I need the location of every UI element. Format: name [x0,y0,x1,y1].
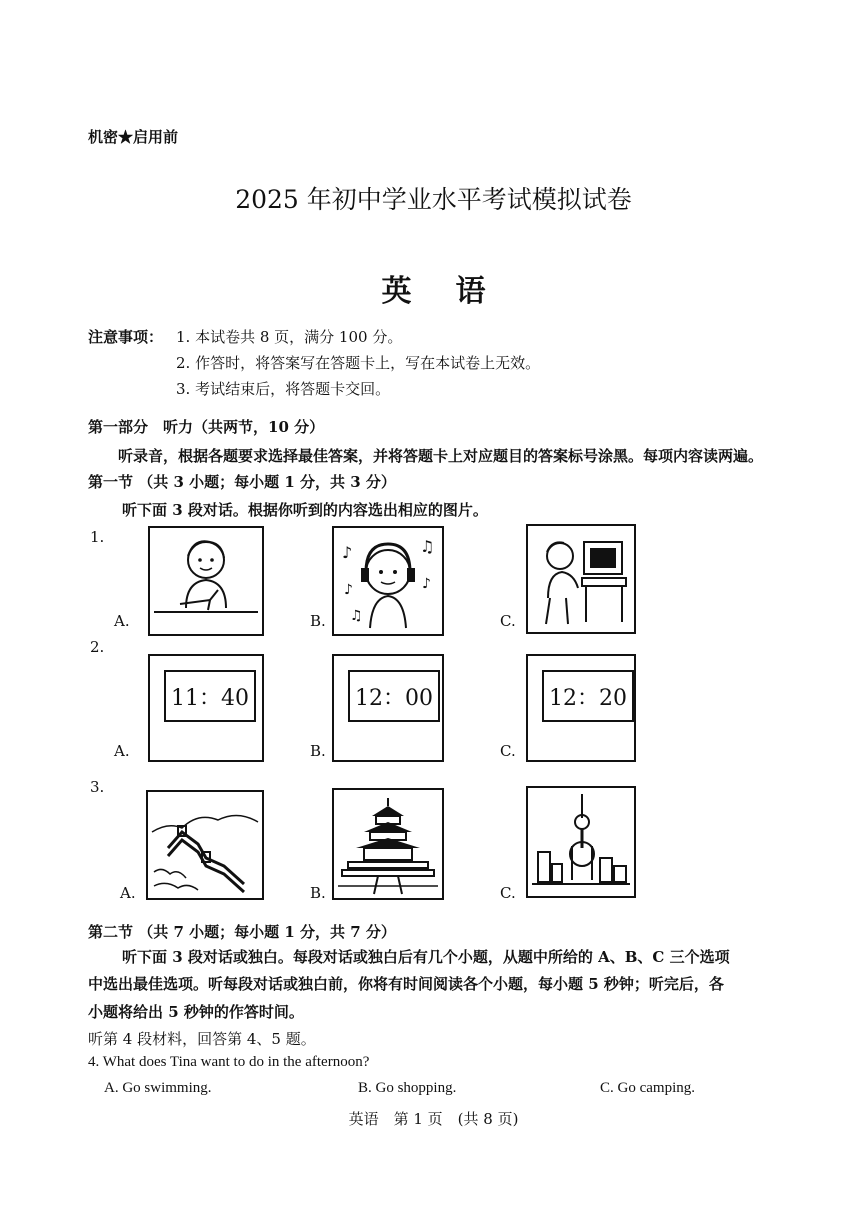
svg-text:♪: ♪ [344,582,353,598]
oriental-pearl-tower-icon [528,788,634,896]
option-letter-q3-b: B. [310,884,326,902]
section1-title: 第一节 （共 3 小题；每小题 1 分，共 3 分） [88,473,396,491]
q3-option-c-image[interactable] [526,786,636,898]
section2-instruction-line-1: 听下面 3 段对话或独白。每段对话或独白后有几个小题，从题中所给的 A、B、C 三个选项 [122,948,730,966]
svg-text:♪: ♪ [342,543,353,562]
option-letter-q3-c: C. [500,884,516,902]
material-note: 听第 4 段材料，回答第 4、5 题。 [88,1030,316,1048]
q1-option-a-image[interactable] [148,526,264,636]
boy-writing-icon [150,528,262,634]
q4-option-a[interactable]: A. Go swimming. [104,1080,212,1096]
svg-text:♪: ♪ [422,576,431,592]
section2-title: 第二节 （共 7 小题；每小题 1 分，共 7 分） [88,923,396,941]
boy-computer-icon [528,526,634,632]
option-letter-q2-b: B. [310,742,326,760]
section2-instruction-line-3: 小题将给出 5 秒钟的作答时间。 [88,1003,304,1021]
q2-option-c-clock[interactable] [526,654,636,762]
great-wall-icon [148,792,262,898]
svg-text:♫: ♫ [350,608,363,624]
question-number-1: 1. [90,528,105,546]
page-footer: 英语 第 1 页 (共 8 页) [348,1110,519,1128]
option-letter-q1-a: A. [114,612,130,630]
q4-option-c[interactable]: C. Go camping. [600,1080,695,1096]
girl-listening-music-icon [334,528,442,634]
q1-option-b-image[interactable] [332,526,444,636]
q2-option-a-clock[interactable] [148,654,264,762]
notice-label: 注意事项： [88,328,164,346]
section2-instruction-line-2: 中选出最佳选项。听每段对话或独白前，你将有时间阅读各个小题，每小题 5 秒钟；听完后，各 [88,975,724,993]
question-number-3: 3. [90,778,105,796]
clock-display: 12：20 [542,670,634,722]
notice-item-3: 3. 考试结束后，将答题卡交回。 [176,380,391,398]
option-letter-q3-a: A. [120,884,136,902]
q1-option-c-image[interactable] [526,524,636,634]
q2-option-b-clock[interactable] [332,654,444,762]
svg-text:♫: ♫ [420,537,435,556]
notice-item-1: 1. 本试卷共 8 页，满分 100 分。 [176,328,403,346]
notice-item-2: 2. 作答时，将答案写在答题卡上，写在本试卷上无效。 [176,354,541,372]
q3-option-a-image[interactable] [146,790,264,900]
clock-display: 12：00 [348,670,440,722]
part1-title: 第一部分 听力（共两节，10 分） [88,418,325,436]
exam-title: 2025 年初中学业水平考试模拟试卷 [235,185,632,214]
option-letter-q2-a: A. [114,742,130,760]
option-letter-q2-c: C. [500,742,516,760]
secret-mark: 机密★启用前 [88,128,179,146]
q3-option-b-image[interactable] [332,788,444,900]
option-letter-q1-b: B. [310,612,326,630]
question-4-text: 4. What does Tina want to do in the afternoon? [88,1054,370,1070]
clock-display: 11：40 [164,670,256,722]
question-number-2: 2. [90,638,105,656]
section1-instruction: 听下面 3 段对话。根据你听到的内容选出相应的图片。 [122,501,488,519]
part1-instruction: 听录音，根据各题要求选择最佳答案，并将答题卡上对应题目的答案标号涂黑。每项内容读两遍。 [118,447,764,465]
subject-title: 英语 [381,274,530,309]
temple-of-heaven-icon [334,790,442,898]
q4-option-b[interactable]: B. Go shopping. [358,1080,457,1096]
option-letter-q1-c: C. [500,612,516,630]
